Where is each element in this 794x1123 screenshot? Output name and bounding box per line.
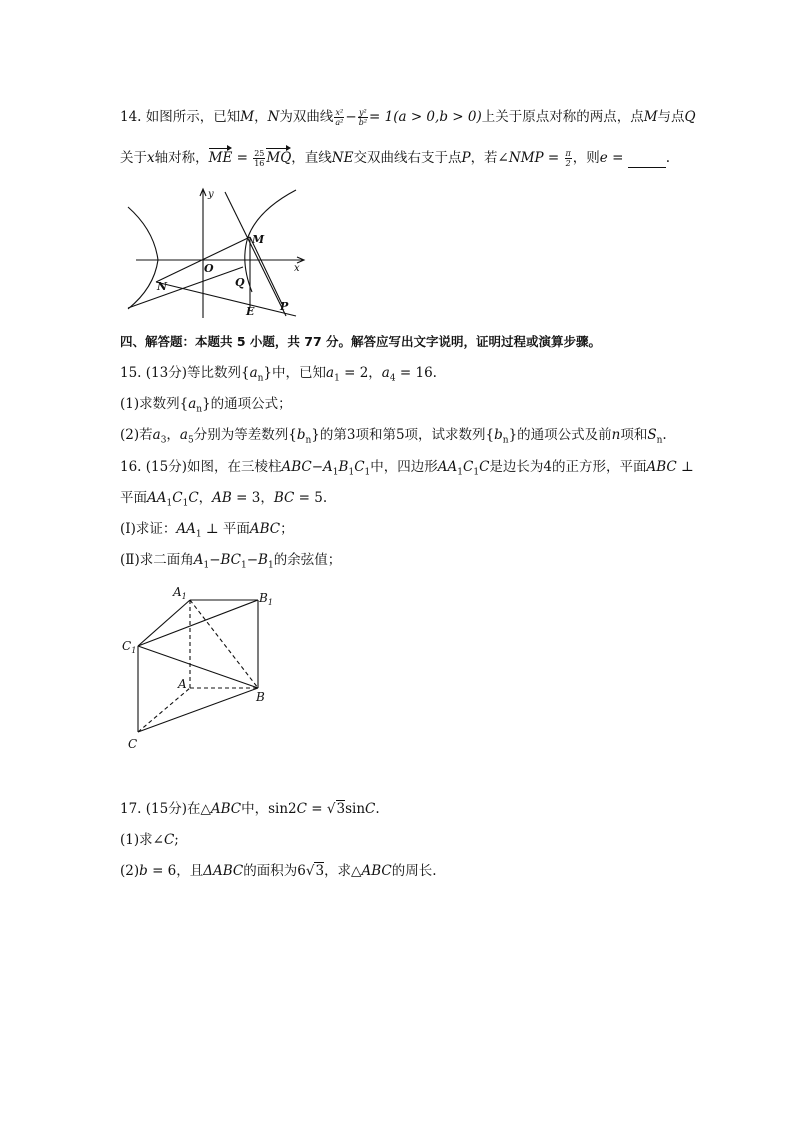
- q15-line1: 15. (13分)等比数列$\{a_n\}$中，已知$a_1 = 2$，$a_4 = 16$.: [120, 365, 437, 384]
- vector-me: ME: [208, 150, 233, 166]
- q17-part2: (2)b = 6，且ΔABC的面积为6√3，求△ABC的周长.: [120, 863, 437, 879]
- edge-c1-b1: [138, 600, 258, 646]
- q15-line3: (2)若$a_3$，$a_5$分别为等差数列$\{b_n\}$的第3项和第5项，试求数列$\{b_n\}$的通项公式及前n项和$S_n$.: [120, 427, 667, 446]
- edge-c1-a1: [138, 600, 190, 646]
- prism-figure: [118, 580, 278, 755]
- q17-part1: (1)求∠C;: [120, 832, 179, 848]
- q17-line1: 17. (15分)在△ABC中，sin2C = √3sinC.: [120, 801, 380, 817]
- label-e: E: [246, 305, 255, 318]
- edge-c1-b: [138, 646, 258, 688]
- label-q: Q: [235, 276, 245, 289]
- q14-line1: 14. 如图所示，已知M，N为双曲线 $\frac{\text{x²}}{\text{a²}}$ − $\frac{\text{y²}}{\text{b²}}$ = 1(a > 0,b > 0)上关于原点对称的两点，点M与点Q: [120, 108, 696, 127]
- label-b1: $B_1$: [259, 591, 273, 607]
- label-c1: $C_1$: [122, 639, 137, 655]
- label-x: x: [294, 263, 300, 274]
- hyperbola-left-branch: [128, 207, 158, 309]
- label-n: N: [157, 280, 168, 293]
- line-mp: [225, 192, 286, 316]
- label-m: M: [252, 233, 265, 246]
- q16-line1: 16. (15分)如图，在三棱柱$ABC-A_1B_1C_1$中，四边形$AA_1C_1C$是边长为4的正方形，平面ABC ⊥: [120, 459, 694, 478]
- q16-part1: (Ⅰ)求证：$AA_1$ ⊥ 平面ABC；: [120, 521, 294, 540]
- answer-blank[interactable]: [628, 153, 666, 168]
- line-np: [156, 282, 296, 316]
- q16-line2: 平面$AA_1C_1C$，AB = 3，BC = 5.: [120, 490, 328, 509]
- q14-line2: 关于x轴对称，ME = $\frac{25}{16}$ MQ，直线NE交双曲线右支于点P，若∠NMP = $\frac{\pi}{2}$ ，则e = .: [120, 149, 670, 168]
- fraction-y2-b2: $\frac{\text{y²}}{\text{b²}}$: [358, 108, 368, 127]
- label-b: B: [256, 690, 265, 704]
- label-a: A: [178, 677, 187, 691]
- label-a1: $A_1$: [173, 585, 187, 601]
- section-heading: 四、解答题：本题共 5 小题，共 77 分。解答应写出文字说明，证明过程或演算步骤。: [120, 334, 602, 349]
- fraction-x2-a2: $\frac{\text{x²}}{\text{a²}}$: [335, 108, 344, 127]
- edge-c-b: [138, 688, 258, 732]
- fraction-25-16: $\frac{25}{16}$: [254, 149, 265, 168]
- edge-c-a: [138, 688, 190, 732]
- fraction-pi-2: $\frac{\pi}{2}$: [565, 149, 571, 168]
- line-me-p: [250, 237, 282, 304]
- hyperbola-figure: [118, 182, 318, 322]
- line-ne: [128, 267, 243, 308]
- label-c: C: [128, 737, 138, 751]
- label-y: y: [208, 189, 214, 200]
- label-o: O: [204, 262, 214, 275]
- vector-mq: MQ: [266, 150, 292, 166]
- q15-line2: (1)求数列$\{a_n\}$的通项公式；: [120, 396, 292, 415]
- label-p: P: [280, 300, 289, 313]
- q16-part2: (Ⅱ)求二面角$A_1-BC_1-B_1$的余弦值；: [120, 552, 342, 571]
